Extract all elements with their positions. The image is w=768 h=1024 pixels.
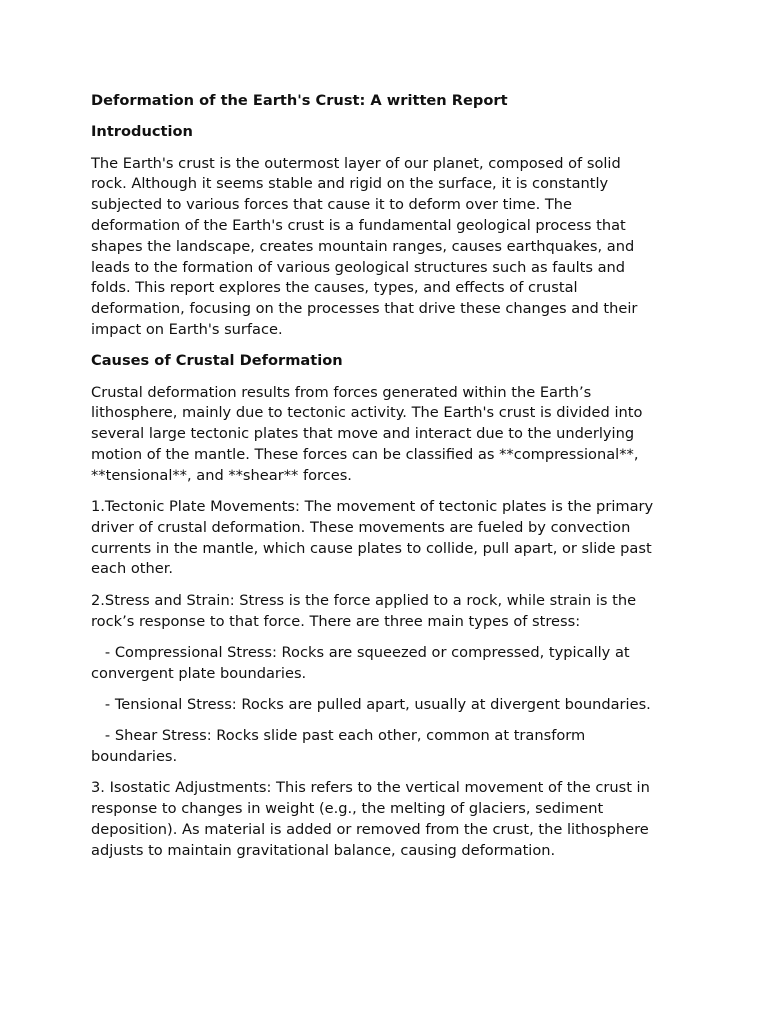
text-line: 3. Isostatic Adjustments: This refers to the vertical movement of the crust in bbox=[91, 779, 650, 797]
text-line: rock’s response to that force. There are three main types of stress: bbox=[91, 612, 581, 630]
text-line: rock. Although it seems stable and rigid on the surface, it is constantly bbox=[91, 175, 609, 193]
text-line: - Tensional Stress: Rocks are pulled apart, usually at divergent boundaries. bbox=[91, 695, 651, 713]
causes-paragraph bbox=[91, 383, 681, 487]
text-line: deposition). As material is added or removed from the crust, the lithosphere bbox=[91, 820, 649, 838]
sub-item-tensional-stress bbox=[91, 695, 681, 716]
text-line: convergent plate boundaries. bbox=[91, 664, 307, 682]
text-line: currents in the mantle, which cause plates to collide, pull apart, or slide past bbox=[91, 539, 652, 557]
text-line: subjected to various forces that cause it to deform over time. The bbox=[91, 196, 573, 214]
list-item-isostatic-adjustments bbox=[91, 778, 681, 861]
text-line: several large tectonic plates that move and interact due to the underlying bbox=[91, 425, 635, 443]
text-line: leads to the formation of various geological structures such as faults and bbox=[91, 258, 626, 276]
text-line: impact on Earth's surface. bbox=[91, 320, 283, 338]
document-body bbox=[91, 91, 681, 872]
text-line: - Compressional Stress: Rocks are squeezed or compressed, typically at bbox=[91, 643, 630, 661]
text-line: lithosphere, mainly due to tectonic activity. The Earth's crust is divided into bbox=[91, 404, 643, 422]
sub-item-compressional-stress bbox=[91, 643, 681, 685]
text-line: **tensional**, and **shear** forces. bbox=[91, 466, 352, 484]
text-line: response to changes in weight (e.g., the melting of glaciers, sediment bbox=[91, 800, 604, 818]
text-line: shapes the landscape, creates mountain ranges, causes earthquakes, and bbox=[91, 237, 635, 255]
text-line: Crustal deformation results from forces generated within the Earth’s bbox=[91, 383, 592, 401]
section-heading-introduction: Introduction bbox=[91, 123, 193, 141]
text-line: boundaries. bbox=[91, 748, 178, 766]
text-line: driver of crustal deformation. These movements are fueled by convection bbox=[91, 518, 631, 536]
section-heading-causes: Causes of Crustal Deformation bbox=[91, 352, 343, 370]
list-item-stress-and-strain bbox=[91, 591, 681, 633]
text-line: each other. bbox=[91, 560, 174, 578]
text-line: - Shear Stress: Rocks slide past each other, common at transform bbox=[91, 727, 586, 745]
text-line: folds. This report explores the causes, types, and effects of crustal bbox=[91, 279, 578, 297]
text-line: 2.Stress and Strain: Stress is the force applied to a rock, while strain is the bbox=[91, 591, 637, 609]
text-line: 1.Tectonic Plate Movements: The movement of tectonic plates is the primary bbox=[91, 498, 654, 516]
text-line: motion of the mantle. These forces can be classified as **compressional**, bbox=[91, 445, 639, 463]
list-item-tectonic-plate-movements bbox=[91, 497, 681, 580]
sub-item-shear-stress bbox=[91, 726, 681, 768]
text-line: deformation of the Earth's crust is a fundamental geological process that bbox=[91, 216, 626, 234]
text-line: deformation, focusing on the processes that drive these changes and their bbox=[91, 300, 638, 318]
document-title: Deformation of the Earth's Crust: A written Report bbox=[91, 92, 508, 109]
text-line: adjusts to maintain gravitational balance, causing deformation. bbox=[91, 841, 556, 859]
introduction-paragraph bbox=[91, 154, 681, 341]
text-line: The Earth's crust is the outermost layer of our planet, composed of solid bbox=[91, 154, 621, 172]
